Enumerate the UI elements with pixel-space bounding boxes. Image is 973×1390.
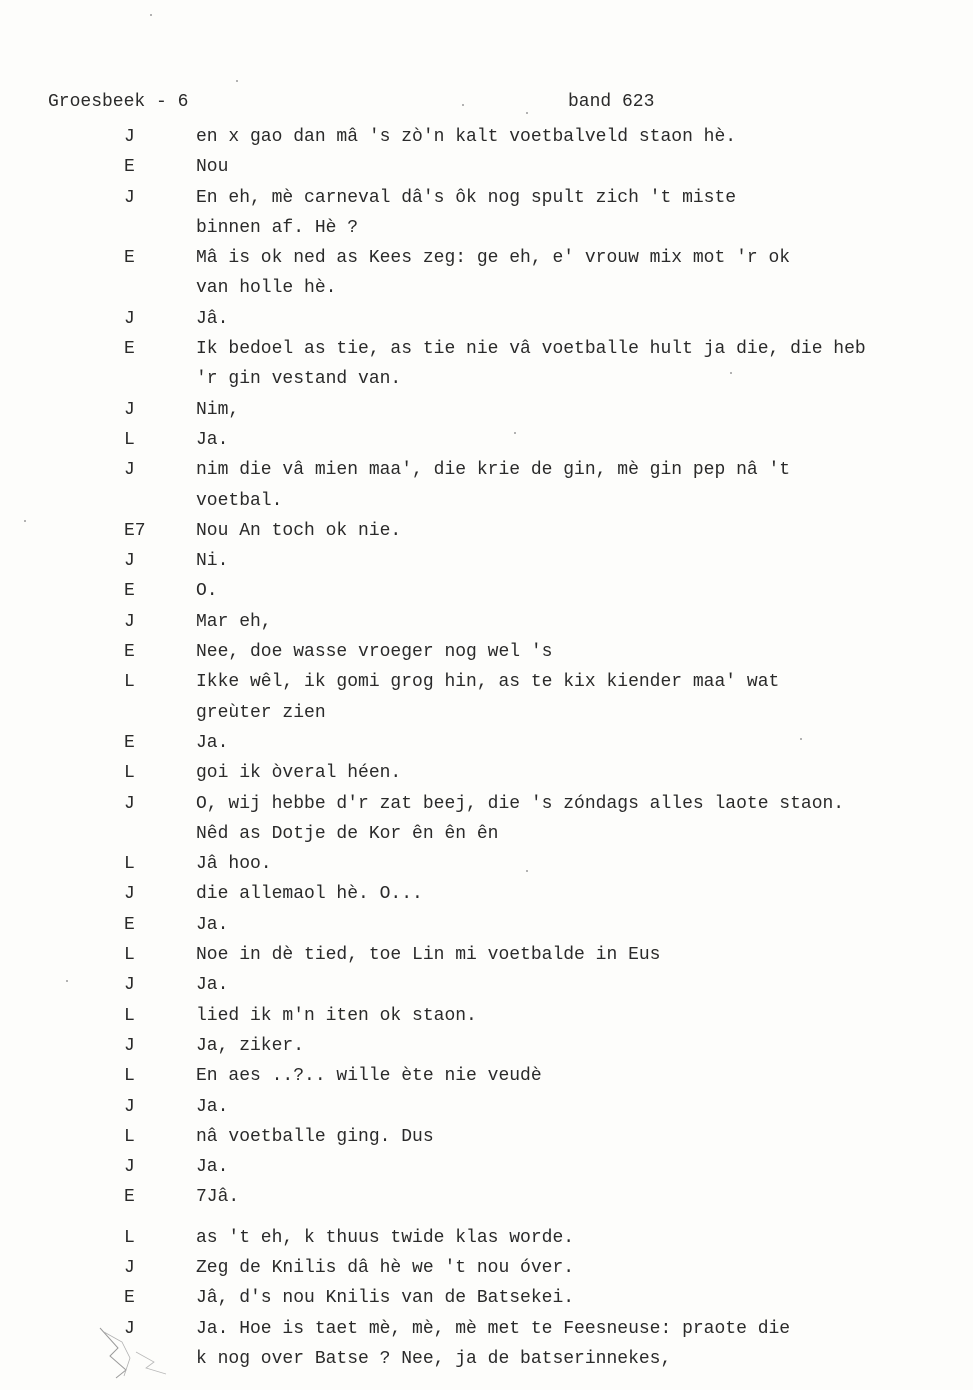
utterance-line: Jâ, d's nou Knilis van de Batsekei. (196, 1288, 575, 1309)
transcript-turn (0, 425, 973, 455)
utterance (196, 1122, 966, 1152)
utterance-line: Jâ. (196, 308, 229, 329)
transcript-turn (0, 758, 973, 788)
transcript-turn (0, 607, 973, 637)
speaker-label: E (124, 732, 135, 753)
transcript-body (0, 122, 973, 1374)
scan-speckle (800, 738, 802, 740)
speaker-label: J (124, 187, 135, 208)
speaker-label: E (124, 642, 135, 663)
utterance (196, 637, 966, 667)
speaker-label: J (124, 1096, 135, 1117)
transcript-turn (0, 576, 973, 606)
utterance-line: Nim, (196, 399, 240, 420)
speaker-label: J (124, 460, 135, 481)
utterance-line: Zeg de Knilis dâ hè we 't nou óver. (196, 1257, 575, 1278)
margin-scribble (96, 1318, 176, 1384)
speaker-label: L (124, 1005, 135, 1026)
utterance (196, 849, 966, 879)
scan-speckle (514, 432, 516, 434)
utterance-line: binnen af. Hè ? (196, 217, 359, 238)
utterance (196, 728, 966, 758)
utterance-line: greùter zien (196, 702, 326, 723)
speaker-label: L (124, 763, 135, 784)
utterance-line: nim die vâ mien maa', die krie de gin, mè gin pep nâ 't (196, 460, 791, 481)
utterance (196, 1061, 966, 1091)
utterance-line: En eh, mè carneval dâ's ôk nog spult zich 't miste (196, 187, 737, 208)
utterance (196, 516, 966, 546)
speaker-label: J (124, 1318, 135, 1339)
utterance (196, 1314, 966, 1375)
page-header (48, 92, 948, 118)
utterance (196, 940, 966, 970)
utterance-line: nâ voetballe ging. Dus (196, 1126, 434, 1147)
utterance (196, 910, 966, 940)
utterance (196, 1182, 966, 1212)
utterance-line: Ja. (196, 732, 229, 753)
utterance (196, 243, 966, 304)
speaker-label: J (124, 1035, 135, 1056)
scan-speckle (526, 112, 528, 114)
utterance-line: Ni. (196, 551, 229, 572)
utterance (196, 455, 966, 516)
utterance-line: Nou An toch ok nie. (196, 520, 402, 541)
utterance-line: voetbal. (196, 490, 283, 511)
utterance-line: Ja, ziker. (196, 1035, 305, 1056)
speaker-label: L (124, 429, 135, 450)
utterance-line: Ikke wêl, ik gomi grog hin, as te kix kiender maa' wat (196, 672, 780, 693)
header-tape-number: band 623 (568, 92, 655, 112)
transcript-turn (0, 152, 973, 182)
speaker-label: J (124, 308, 135, 329)
scan-speckle (462, 104, 464, 106)
utterance (196, 1092, 966, 1122)
transcript-turn (0, 334, 973, 395)
speaker-label: E (124, 157, 135, 178)
speaker-label: L (124, 854, 135, 875)
utterance-line: Nêd as Dotje de Kor ên ên ên (196, 823, 499, 844)
transcript-turn (0, 940, 973, 970)
scan-speckle (730, 372, 732, 374)
utterance-line: Mâ is ok ned as Kees zeg: ge eh, e' vrouw mix mot 'r ok (196, 248, 791, 269)
transcript-turn (0, 1253, 973, 1283)
speaker-label: E (124, 914, 135, 935)
utterance (196, 425, 966, 455)
transcript-turn (0, 304, 973, 334)
scan-speckle (24, 520, 26, 522)
speaker-label: J (124, 551, 135, 572)
transcript-turn (0, 637, 973, 667)
utterance-line: O. (196, 581, 218, 602)
utterance (196, 1223, 966, 1253)
utterance (196, 879, 966, 909)
speaker-label: J (124, 1157, 135, 1178)
transcript-turn (0, 122, 973, 152)
transcript-turn (0, 1092, 973, 1122)
utterance-line: En aes ..?.. wille ète nie veudè (196, 1066, 542, 1087)
utterance-line: Ja. (196, 1157, 229, 1178)
transcript-turn (0, 1122, 973, 1152)
utterance-line: Noe in dè tied, toe Lin mi voetbalde in Eus (196, 945, 661, 966)
speaker-label: J (124, 884, 135, 905)
transcript-turn (0, 455, 973, 516)
utterance (196, 789, 966, 850)
utterance-line: Ja. Hoe is taet mè, mè, mè met te Feesneuse: praote die (196, 1318, 791, 1339)
transcript-turn (0, 183, 973, 244)
transcript-turn (0, 1182, 973, 1212)
utterance (196, 970, 966, 1000)
speaker-label: E7 (124, 520, 146, 541)
speaker-label: E (124, 1288, 135, 1309)
utterance-line: Mar eh, (196, 611, 272, 632)
utterance (196, 122, 966, 152)
transcript-turn (0, 1223, 973, 1253)
utterance (196, 546, 966, 576)
utterance-line: goi ik òveral héen. (196, 763, 402, 784)
utterance-line: Ja. (196, 429, 229, 450)
scan-speckle (150, 14, 152, 16)
transcript-turn (0, 1061, 973, 1091)
utterance-line: Ja. (196, 975, 229, 996)
transcript-turn (0, 1283, 973, 1313)
utterance-line: lied ik m'n iten ok staon. (196, 1005, 477, 1026)
utterance-line: O, wij hebbe d'r zat beej, die 's zóndags alles laote staon. (196, 793, 845, 814)
transcript-turn (0, 970, 973, 1000)
transcript-turn (0, 879, 973, 909)
transcript-turn (0, 789, 973, 850)
transcript-turn (0, 849, 973, 879)
speaker-label: J (124, 793, 135, 814)
speaker-label: E (124, 339, 135, 360)
utterance-line: Ja. (196, 1096, 229, 1117)
speaker-label: L (124, 945, 135, 966)
utterance-line: Ik bedoel as tie, as tie nie vâ voetballe hult ja die, die heb (196, 339, 866, 360)
scan-speckle (526, 870, 528, 872)
transcript-turn (0, 910, 973, 940)
transcript-turn (0, 243, 973, 304)
speaker-label: J (124, 611, 135, 632)
utterance (196, 1001, 966, 1031)
utterance-line: Nee, doe wasse vroeger nog wel 's (196, 642, 553, 663)
header-place: Groesbeek - 6 (48, 92, 189, 112)
speaker-label: E (124, 1187, 135, 1208)
utterance-line: en x gao dan mâ 's zò'n kalt voetbalveld staon hè. (196, 127, 737, 147)
utterance (196, 334, 966, 395)
utterance-line: die allemaol hè. O... (196, 884, 423, 905)
speaker-label: L (124, 672, 135, 693)
utterance (196, 152, 966, 182)
transcript-turn (0, 728, 973, 758)
transcript-turn (0, 516, 973, 546)
utterance-line: as 't eh, k thuus twide klas worde. (196, 1227, 575, 1248)
speaker-label: L (124, 1126, 135, 1147)
scan-speckle (66, 980, 68, 982)
transcript-turn (0, 1152, 973, 1182)
utterance (196, 576, 966, 606)
speaker-label: J (124, 975, 135, 996)
utterance-line: van holle hè. (196, 278, 337, 299)
utterance-line: 7Jâ. (196, 1187, 240, 1208)
transcript-turn (0, 667, 973, 728)
utterance (196, 667, 966, 728)
utterance-line: Ja. (196, 914, 229, 935)
utterance (196, 304, 966, 334)
utterance (196, 1031, 966, 1061)
utterance-line: Nou (196, 157, 229, 178)
utterance (196, 183, 966, 244)
speaker-label: L (124, 1066, 135, 1087)
utterance (196, 1283, 966, 1313)
utterance-line: k nog over Batse ? Nee, ja de batserinnekes, (196, 1348, 672, 1369)
utterance (196, 607, 966, 637)
transcript-turn (0, 1001, 973, 1031)
speaker-label: E (124, 248, 135, 269)
transcript-turn (0, 395, 973, 425)
speaker-label: J (124, 1257, 135, 1278)
transcript-turn (0, 1031, 973, 1061)
utterance-line: Jâ hoo. (196, 854, 272, 875)
transcript-turn (0, 546, 973, 576)
utterance (196, 395, 966, 425)
speaker-label: L (124, 1227, 135, 1248)
utterance (196, 1152, 966, 1182)
speaker-label: E (124, 581, 135, 602)
speaker-label: J (124, 399, 135, 420)
scan-speckle (236, 80, 238, 82)
utterance-line: 'r gin vestand van. (196, 369, 402, 390)
speaker-label: J (124, 127, 135, 147)
utterance (196, 758, 966, 788)
utterance (196, 1253, 966, 1283)
